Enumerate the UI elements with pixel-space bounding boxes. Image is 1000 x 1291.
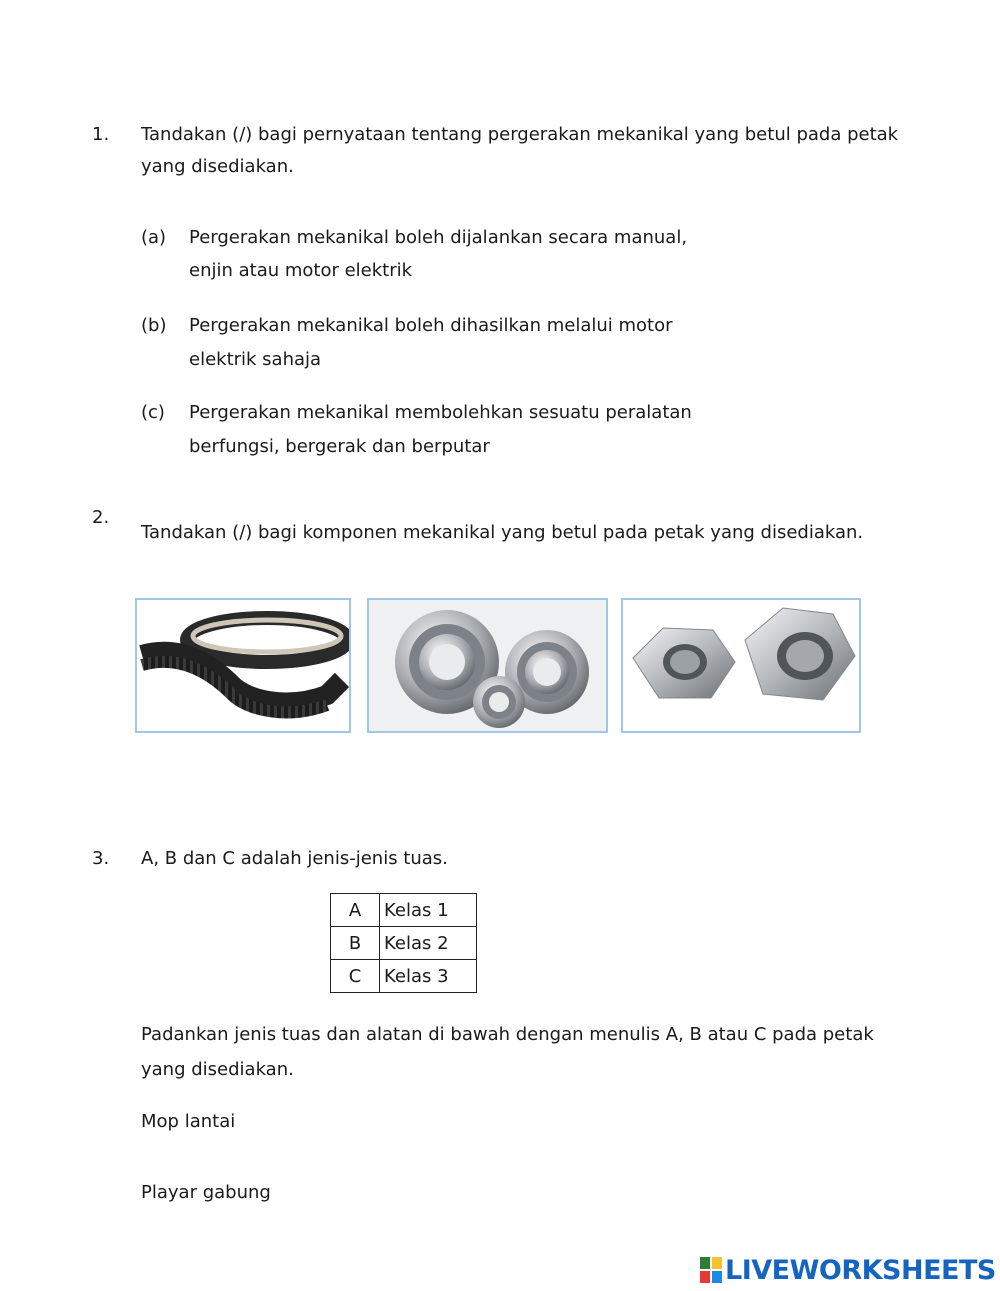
table-row [331, 960, 477, 993]
q3-number: 3. [92, 848, 110, 869]
q1-number: 1. [92, 124, 110, 145]
liveworksheets-logo-icon [700, 1257, 722, 1283]
lever-key: C [331, 960, 380, 993]
q1-text-line2: yang disediakan. [141, 156, 294, 177]
timing-belt-image [135, 598, 351, 733]
hex-nuts-image [621, 598, 861, 733]
q3-item-mop: Mop lantai [141, 1111, 236, 1132]
ball-bearings-image [367, 598, 608, 733]
q2-number: 2. [92, 507, 110, 528]
timing-belt-icon [137, 600, 349, 731]
lever-class-table [330, 893, 477, 993]
q1-option-a-line1: Pergerakan mekanikal boleh dijalankan secara manual, [189, 227, 688, 248]
table-row [331, 927, 477, 960]
lever-key: B [331, 927, 380, 960]
q3-item-pliers: Playar gabung [141, 1182, 271, 1203]
hex-nut-icon [623, 600, 859, 731]
lever-class: Kelas 3 [380, 960, 477, 993]
q1-text-line1: Tandakan (/) bagi pernyataan tentang pergerakan mekanikal yang betul pada petak [141, 124, 899, 145]
q1-option-a-line2: enjin atau motor elektrik [189, 260, 413, 281]
brand-name: LIVEWORKSHEETS [725, 1254, 996, 1286]
lever-key: A [331, 894, 380, 927]
lever-class: Kelas 2 [380, 927, 477, 960]
q1-option-c-label: (c) [141, 402, 165, 423]
q1-option-b-label: (b) [141, 315, 167, 336]
ball-bearing-icon [369, 600, 606, 731]
lever-class: Kelas 1 [380, 894, 477, 927]
q1-option-c-line2: berfungsi, bergerak dan berputar [189, 436, 490, 457]
q1-option-a-label: (a) [141, 227, 167, 248]
q2-text: Tandakan (/) bagi komponen mekanikal yang betul pada petak yang disediakan. [141, 522, 864, 543]
table-row [331, 894, 477, 927]
q3-instruction-line2: yang disediakan. [141, 1059, 294, 1080]
liveworksheets-logo [700, 1255, 996, 1285]
q1-option-c-line1: Pergerakan mekanikal membolehkan sesuatu peralatan [189, 402, 692, 423]
q3-text: A, B dan C adalah jenis-jenis tuas. [141, 848, 448, 869]
q1-option-b-line2: elektrik sahaja [189, 349, 322, 370]
q3-instruction-line1: Padankan jenis tuas dan alatan di bawah dengan menulis A, B atau C pada petak [141, 1024, 874, 1045]
q1-option-b-line1: Pergerakan mekanikal boleh dihasilkan melalui motor [189, 315, 673, 336]
